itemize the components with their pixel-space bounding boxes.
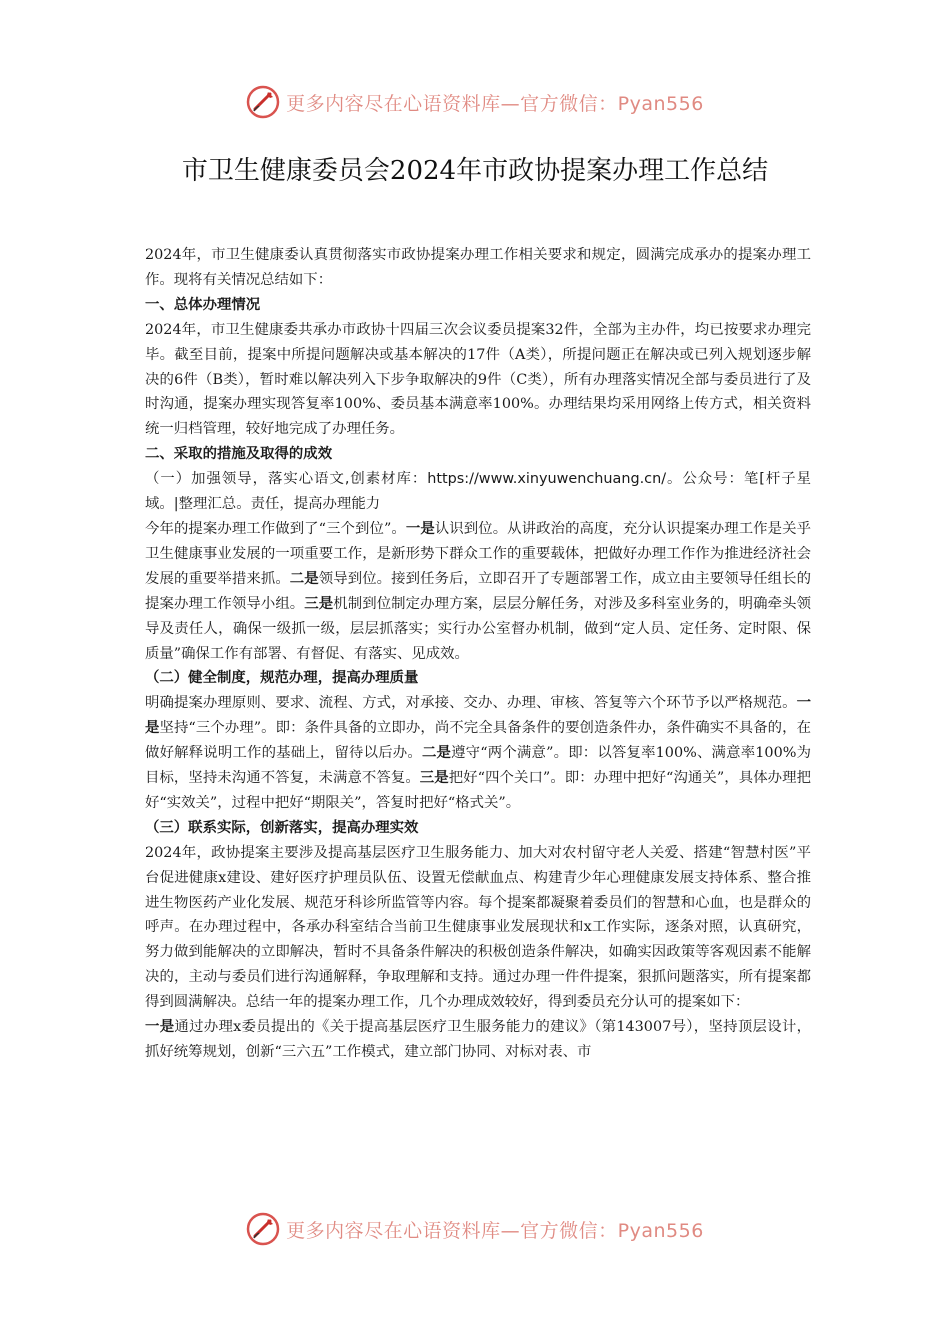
section-heading-1: 一、总体办理情况: [145, 295, 261, 313]
document-title: 市卫生健康委员会2024年市政协提案办理工作总结: [181, 156, 769, 186]
subsection-heading-1: （一）加强领导，落实心语文,创素材库：https://www.xinyuwenchuang.cn/。公众号：笔[杆子星域。|整理汇总。责任，提高办理能力: [145, 471, 811, 513]
section-heading-2: 二、采取的措施及取得的成效: [145, 445, 333, 463]
watermark-text: 更多内容尽在心语资料库—官方微信：Pyan556: [286, 92, 704, 115]
subsection-heading-3: （三）联系实际，创新落实，提高办理实效: [145, 818, 419, 836]
watermark-footer: [0, 1212, 950, 1246]
watermark-header: [0, 85, 950, 119]
paragraph-practice: 2024年，政协提案主要涉及提高基层医疗卫生服务能力、加大对农村留守老人关爱、搭建“智慧村医”平台促进健康x建设、建好医疗护理员队伍、设置无偿献血点、构建青少年心理健康发展支持体系、整合推进生物医药产业化发展、规范牙科诊所监管等内容。每个提案都凝聚着委员们的智慧和心血，也是群众的呼声。在办理过程中，各承办科室结合当前卫生健康事业发展现状和x工作实际，逐条对照，认真研究，努力做到能解决的立即解决，暂时不具备条件解决的积极创造条件解决，如确实因政策等客观因素不能解决的，主动与委员们进行沟通解释，争取理解和支持。通过办理一件件提案，狠抓问题落实，所有提案都得到圆满解决。总结一年的提案办理工作，几个办理成效较好，得到委员充分认可的提案如下：: [145, 844, 811, 1011]
document-body: [145, 243, 811, 1065]
intro-paragraph: 2024年，市卫生健康委认真贯彻落实市政协提案办理工作相关要求和规定，圆满完成承办的提案办理工作。现将有关情况总结如下：: [145, 247, 811, 288]
paragraph-overview: 2024年，市卫生健康委共承办市政协十四届三次会议委员提案32件，全部为主办件，均已按要求办理完毕。截至目前，提案中所提问题解决或基本解决的17件（A类），所提问题正在解决或已列入规划逐步解决的6件（B类），暂时难以解决列入下步争取解决的9件（C类），所有办理落实情况全部与委员进行了及时沟通，提案办理实现答复率100%、委员基本满意率100%。办理结果均采用网络上传方式，相关资料统一归档管理，较好地完成了办理任务。: [145, 321, 811, 438]
paragraph-example-1: 一是通过办理x委员提出的《关于提高基层医疗卫生服务能力的建议》（第143007号），坚持顶层设计，抓好统筹规划，创新“三六五”工作模式，建立部门协同、对标对表、市: [145, 1018, 811, 1060]
subsection-heading-2: （二）健全制度，规范办理，提高办理质量: [145, 669, 419, 687]
brand-logo-icon: [246, 85, 280, 119]
brand-logo-icon: [246, 1212, 280, 1246]
watermark-text: 更多内容尽在心语资料库—官方微信：Pyan556: [286, 1219, 704, 1242]
paragraph-leadership: 今年的提案办理工作做到了“三个到位”。一是认识到位。从讲政治的高度，充分认识提案办理工作是关乎卫生健康事业发展的一项重要工作，是新形势下群众工作的重要载体，把做好办理工作作为推进经济社会发展的重要举措来抓。二是领导到位。接到任务后，立即召开了专题部署工作，成立由主要领导任组长的提案办理工作领导小组。三是机制到位制定办理方案，层层分解任务，对涉及多科室业务的，明确牵头领导及责任人，确保一级抓一级，层层抓落实；实行办公室督办机制，做到“定人员、定任务、定时限、保质量”确保工作有部署、有督促、有落实、见成效。: [145, 519, 811, 662]
paragraph-system: 明确提案办理原则、要求、流程、方式，对承接、交办、办理、审核、答复等六个环节予以严格规范。一是坚持“三个办理”。即：条件具备的立即办，尚不完全具备条件的要创造条件办，条件确实不具备的，在做好解释说明工作的基础上，留待以后办。二是遵守“两个满意”。即：以答复率100%、满意率100%为目标，坚持未沟通不答复，未满意不答复。三是把好“四个关口”。即：办理中把好“沟通关”，具体办理把好“实效关”，过程中把好“期限关”，答复时把好“格式关”。: [145, 694, 811, 811]
